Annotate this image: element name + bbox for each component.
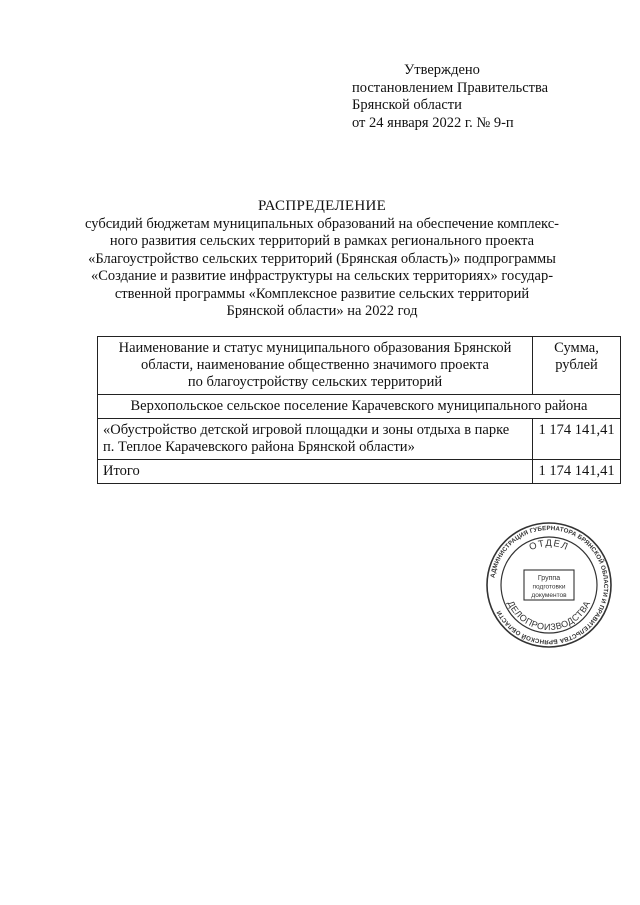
title-line: субсидий бюджетам муниципальных образований на обеспечение комплекс- — [85, 215, 559, 232]
section-title-cell: Верхопольское сельское поселение Карачевского муниципального района — [98, 395, 621, 419]
stamp-inner-top-text: ОТДЕЛ — [527, 537, 571, 554]
stamp-center-line: документов — [531, 592, 567, 599]
table-header-row — [98, 337, 621, 395]
stamp-center-line: подготовки — [532, 583, 566, 591]
header-name-line: области, наименование общественно значимого проекта — [141, 357, 489, 373]
official-stamp — [484, 520, 614, 650]
document-title — [72, 198, 572, 321]
title-line: «Создание и развитие инфраструктуры на сельских территориях» государ- — [90, 268, 554, 284]
project-name-line: «Обустройство детской игровой площадки и зоны отдыха в парке — [103, 422, 510, 438]
header-name-cell — [98, 337, 533, 395]
header-sum-cell — [533, 337, 621, 395]
header-name-line: по благоустройству сельских территорий — [187, 374, 443, 390]
title-line: Брянской области» на 2022 год — [226, 303, 418, 319]
total-label-cell: Итого — [98, 460, 533, 484]
title-line: ного развития сельских территорий в рамках регионального проекта — [109, 233, 535, 249]
table-row — [98, 419, 621, 460]
distribution-table — [97, 336, 621, 484]
approval-line: Брянской области — [352, 97, 462, 113]
project-name-line: п. Теплое Карачевского района Брянской области» — [103, 439, 415, 455]
stamp-inner-bottom-text: ДЕЛОПРОИЗВОДСТВА — [505, 599, 593, 633]
stamp-center-line: Группа — [537, 575, 561, 582]
table-section-row — [98, 395, 621, 419]
stamp-seal-icon — [484, 520, 614, 650]
title-line: «Благоустройство сельских территорий (Брянская область)» подпрограммы — [88, 250, 556, 267]
title-line: ственной программы «Комплексное развитие сельских территорий — [114, 285, 530, 302]
header-sum-line: рублей — [555, 357, 598, 373]
approval-line: постановлением Правительства — [352, 79, 549, 96]
header-name-line: Наименование и статус муниципального образования Брянской — [118, 340, 512, 356]
total-amount-cell: 1 174 141,41 — [533, 460, 621, 484]
header-sum-line: Сумма, — [554, 340, 599, 356]
approval-line: Утверждено — [404, 62, 480, 78]
project-amount-cell: 1 174 141,41 — [533, 419, 621, 460]
approval-date-line: от 24 января 2022 г. № 9-п — [352, 114, 514, 131]
table-total-row — [98, 460, 621, 484]
project-name-cell — [98, 419, 533, 460]
approval-block — [352, 62, 622, 132]
stamp-outer-text: АДМИНИСТРАЦИЯ ГУБЕРНАТОРА БРЯНСКОЙ ОБЛАСТИ И ПРАВИТЕЛЬСТВА БРЯНСКОЙ ОБЛАСТИ — [489, 524, 610, 646]
title-heading: РАСПРЕДЕЛЕНИЕ — [257, 198, 387, 214]
